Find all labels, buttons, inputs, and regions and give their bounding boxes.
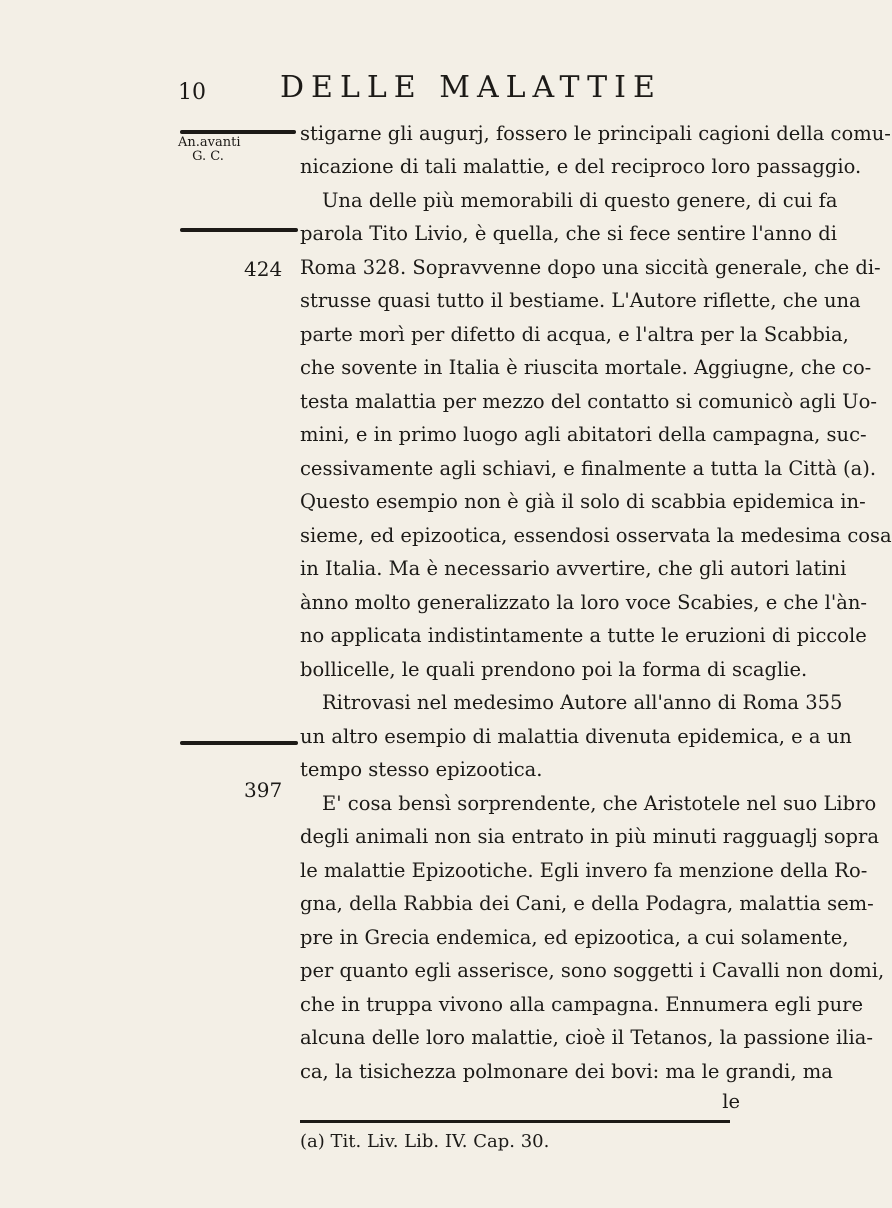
margin-rule — [180, 130, 296, 134]
page-number: 10 — [178, 80, 206, 105]
text-line: mini, e in primo luogo agli abitatori della campagna, suc- — [300, 423, 867, 446]
margin-era-label — [178, 135, 241, 164]
text-line: parola Tito Livio, è quella, che si fece sentire l'anno di — [300, 222, 837, 245]
text-line: un altro esempio di malattia divenuta epidemica, e a un — [300, 725, 852, 748]
text-line: strusse quasi tutto il bestiame. L'Autore riflette, che una — [300, 289, 861, 312]
footnote-marker: (a) — [300, 1131, 325, 1152]
text-line: in Italia. Ma è necessario avvertire, che gli autori latini — [300, 557, 847, 580]
text-line: gna, della Rabbia dei Cani, e della Podagra, malattia sem- — [300, 892, 874, 915]
text-line: Ritrovasi nel medesimo Autore all'anno di Roma 355 — [322, 691, 843, 714]
text-line: pre in Grecia endemica, ed epizootica, a cui solamente, — [300, 926, 849, 949]
text-line: cessivamente agli schiavi, e finalmente a tutta la Città (a). — [300, 457, 877, 480]
margin-rule — [180, 741, 298, 745]
text-line: le malattie Epizootiche. Egli invero fa menzione della Ro- — [300, 859, 868, 882]
margin-era-line1: An.avanti — [178, 135, 241, 150]
footnote-rule — [300, 1120, 730, 1123]
text-line: ca, la tisichezza polmonare dei bovi: ma le grandi, ma — [300, 1060, 833, 1083]
text-line: Roma 328. Sopravvenne dopo una siccità generale, che di- — [300, 256, 881, 279]
text-line: sieme, ed epizootica, essendosi osservata la medesima cosa — [300, 524, 892, 547]
text-line: Questo esempio non è già il solo di scabbia epidemica in- — [300, 490, 866, 513]
text-line: bollicelle, le quali prendono poi la forma di scaglie. — [300, 658, 808, 681]
text-line: no applicata indistintamente a tutte le eruzioni di piccole — [300, 624, 867, 647]
text-line: parte morì per difetto di acqua, e l'altra per la Scabbia, — [300, 323, 849, 346]
page-header — [0, 70, 800, 110]
running-title: DELLE MALATTIE — [280, 70, 662, 105]
text-line: tempo stesso epizootica. — [300, 758, 543, 781]
margin-year: 397 — [244, 778, 283, 802]
text-line: testa malattia per mezzo del contatto si comunicò agli Uo- — [300, 390, 877, 413]
catchword: le — [722, 1090, 740, 1113]
text-line: stigarne gli augurj, fossero le principali cagioni della comu- — [300, 122, 891, 145]
margin-rule — [180, 228, 298, 232]
text-line: degli animali non sia entrato in più minuti ragguaglj sopra — [300, 825, 879, 848]
text-line: Una delle più memorabili di questo genere, di cui fa — [322, 189, 838, 212]
text-line: nicazione di tali malattie, e del reciproco loro passaggio. — [300, 155, 862, 178]
text-line: ànno molto generalizzato la loro voce Scabies, e che l'àn- — [300, 591, 868, 614]
text-line: alcuna delle loro malattie, cioè il Tetanos, la passione ilia- — [300, 1026, 873, 1049]
footnote — [300, 1131, 549, 1153]
margin-era-line2: G. C. — [192, 149, 224, 164]
text-line: che sovente in Italia è riuscita mortale. Aggiugne, che co- — [300, 356, 872, 379]
text-line: che in truppa vivono alla campagna. Ennumera egli pure — [300, 993, 864, 1016]
text-line: E' cosa bensì sorprendente, che Aristotele nel suo Libro — [322, 792, 877, 815]
footnote-text: Tit. Liv. Lib. IV. Cap. 30. — [330, 1131, 550, 1152]
text-line: per quanto egli asserisce, sono soggetti i Cavalli non domi, — [300, 959, 885, 982]
margin-year: 424 — [244, 257, 283, 281]
